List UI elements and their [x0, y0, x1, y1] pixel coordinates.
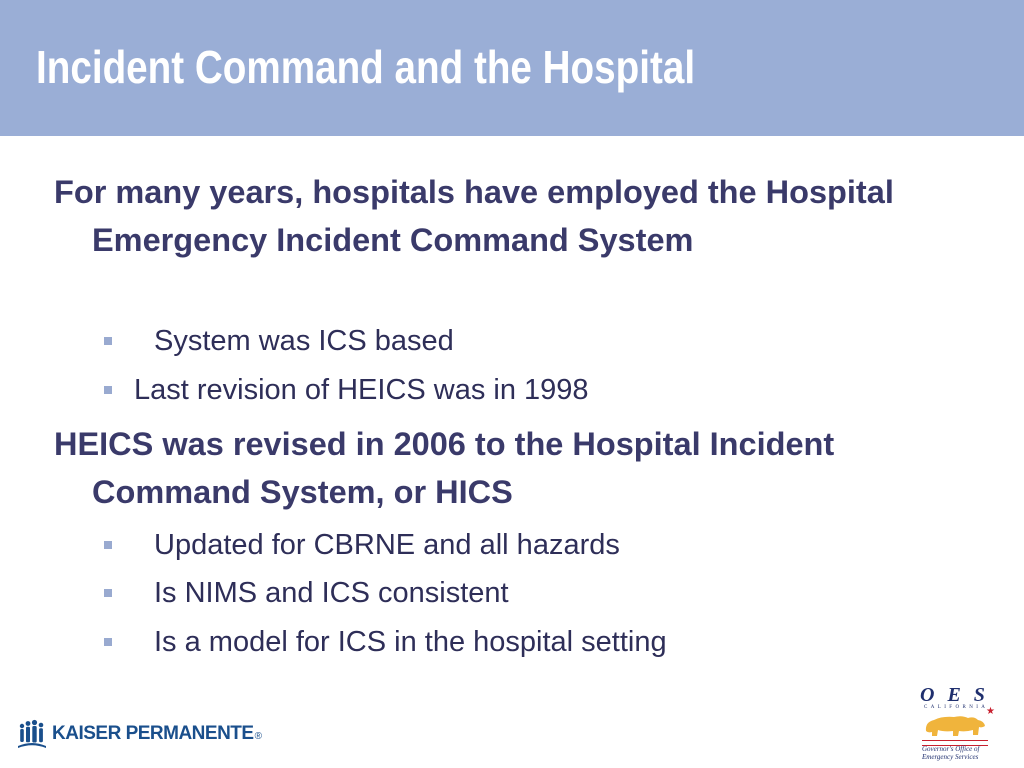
oes-state-label: CALIFORNIA	[924, 705, 989, 710]
star-icon: ★	[986, 706, 995, 717]
registered-mark: ®	[254, 731, 262, 742]
oes-california-logo	[916, 684, 998, 764]
sub-bullet-2-3	[104, 622, 667, 662]
sub-bullet-text: System was ICS based	[154, 324, 454, 357]
square-bullet-icon	[104, 589, 112, 597]
square-bullet-icon	[104, 638, 112, 646]
sub-bullet-text: Last revision of HEICS was in 1998	[134, 373, 589, 406]
oes-caption-line-2: Emergency Services	[922, 753, 979, 761]
square-bullet-icon	[104, 541, 112, 549]
sub-bullet-text: Is NIMS and ICS consistent	[154, 576, 509, 609]
bear-icon	[922, 711, 988, 739]
oes-caption	[922, 745, 980, 761]
square-bullet-icon	[104, 386, 112, 394]
sub-bullet-2-2	[104, 573, 509, 613]
kaiser-wordmark: KAISER PERMANENTE	[52, 723, 254, 744]
sub-bullet-1-1	[104, 321, 454, 361]
slide-title: Incident Command and the Hospital	[36, 41, 696, 93]
main-bullet-2: HEICS was revised in 2006 to the Hospital Incident Command System, or HICS	[54, 426, 835, 510]
main-bullet-1: For many years, hospitals have employed the Hospital Emergency Incident Command System	[54, 174, 894, 258]
sub-bullet-text: Updated for CBRNE and all hazards	[154, 528, 620, 561]
oes-letters: O E S	[920, 684, 989, 706]
sub-bullet-text: Is a model for ICS in the hospital setting	[154, 625, 667, 658]
square-bullet-icon	[104, 337, 112, 345]
kaiser-people-icon	[18, 719, 46, 749]
sub-bullet-1-2	[104, 370, 589, 410]
oes-caption-line-1: Governor's Office of	[922, 745, 980, 753]
sub-bullet-2-1	[104, 525, 620, 565]
kaiser-permanente-logo	[18, 716, 262, 752]
